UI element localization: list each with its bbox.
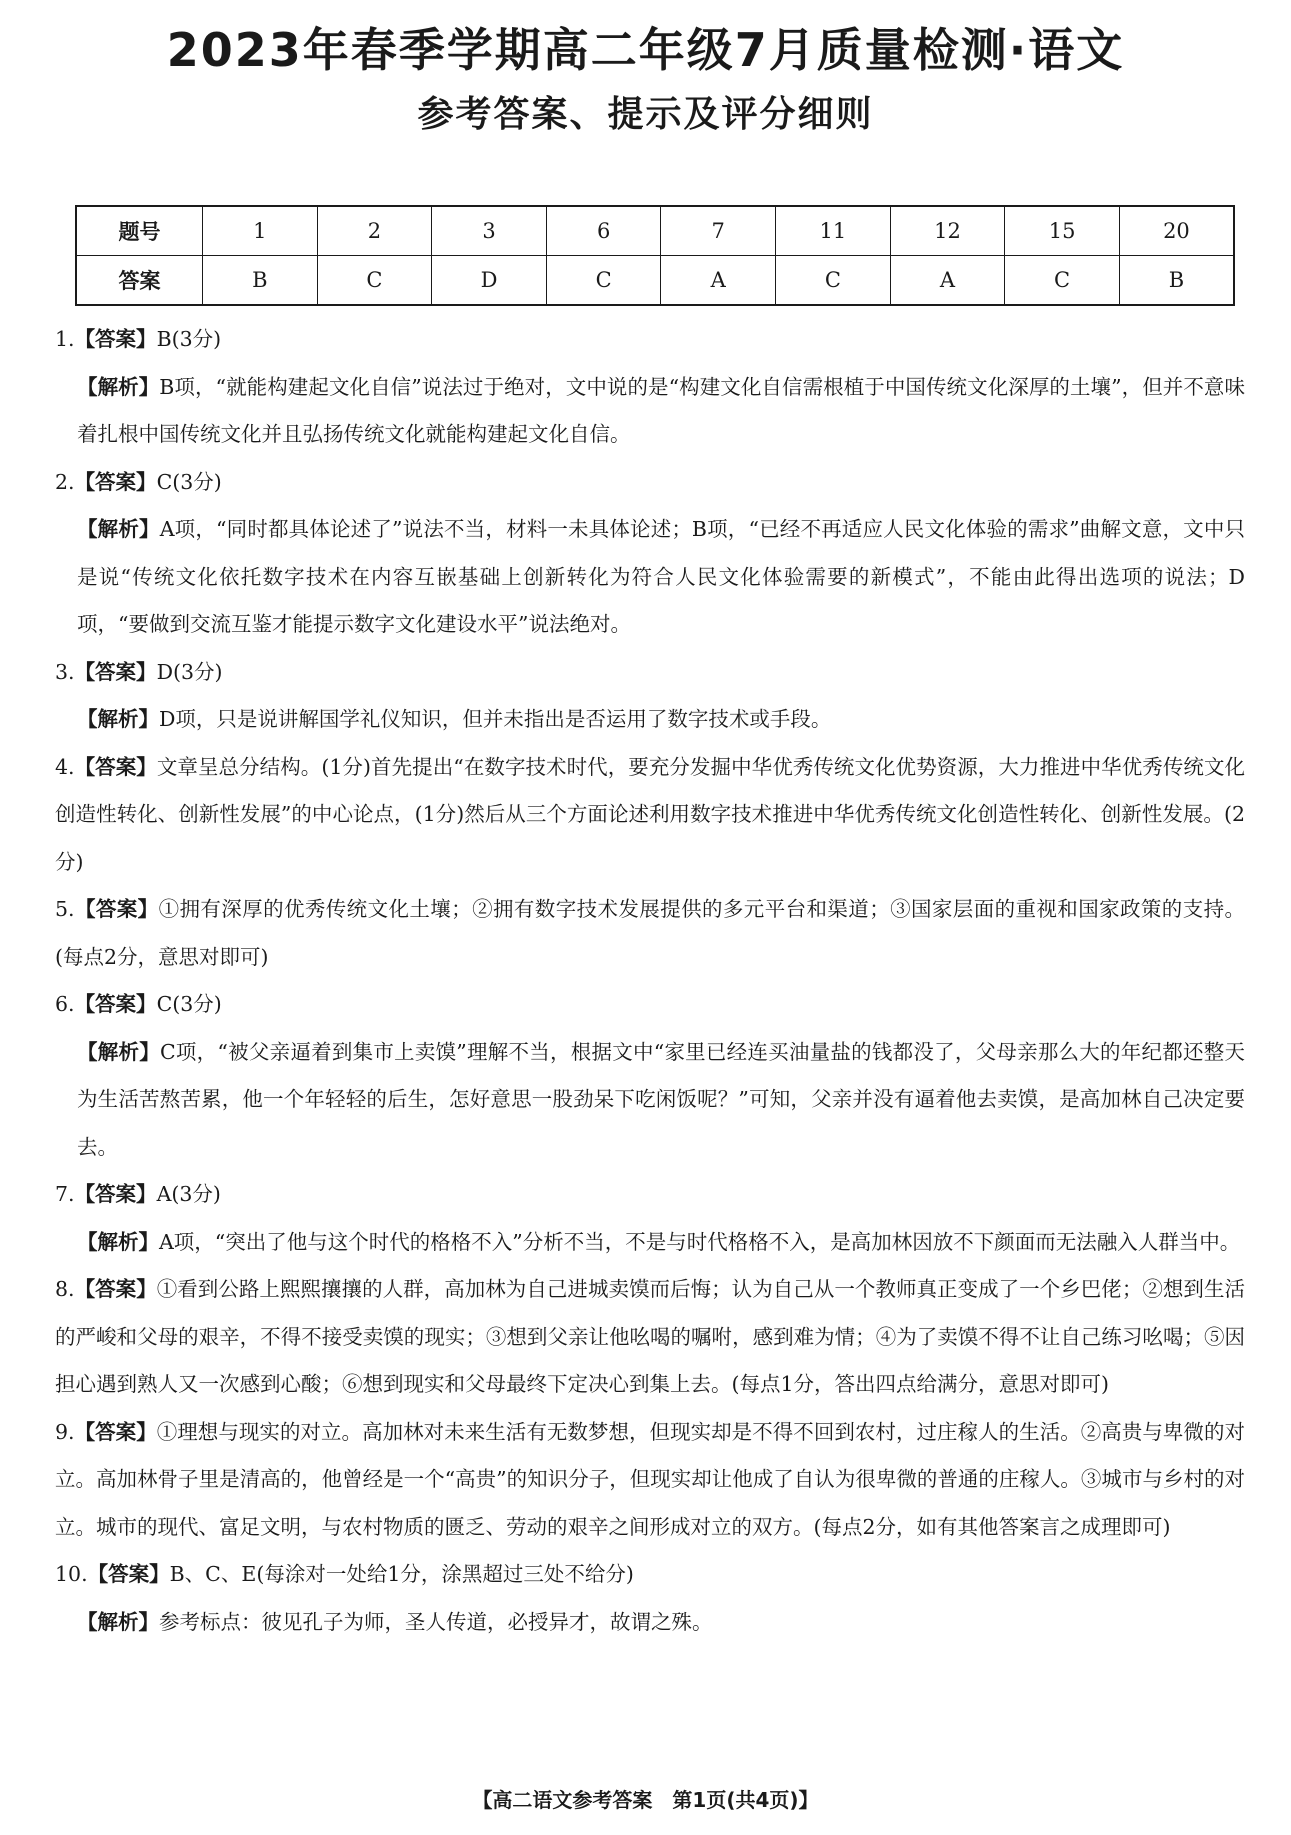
question-number-cell: 15 [1005,206,1120,256]
answer-text: C(3分) [156,992,222,1016]
analysis-tag: 【解析】 [77,707,159,731]
question-number-cell: 6 [546,206,661,256]
answer-tag: 【答案】 [74,1182,157,1206]
answer-tag: 【答案】 [74,469,157,494]
item-number: 6. [55,992,75,1016]
answer-tag: 【答案】 [74,1419,157,1444]
answer-text: B(3分) [156,327,222,351]
answer-text: 文章呈总分结构。(1分)首先提出“在数字技术时代，要充分发掘中华优秀传统文化优势资源，大力推进中华优秀传统文化创造性转化、创新性发展”的中心论点，(1分)然后从三个方面论述利用数字技术推进中华优秀传统文化创造性转化、创新性发展。(2分) [55,754,1246,874]
question-number-cell: 1 [203,206,318,256]
answer-cell: C [776,256,891,306]
analysis-tag: 【解析】 [77,1229,159,1254]
answer-item [55,649,1245,697]
answer-tag: 【答案】 [74,897,159,921]
analysis-text: C项，“被父亲逼着到集市上卖馍”理解不当，根据文中“家里已经连买油量盐的钱都没了，父母亲那么大的年纪都还整天为生活苦熬苦累，他一个年轻轻的后生，怎好意思一股劲呆下吃闲饭呢？”可知，父亲并没有逼着他去卖馍，是高加林自己决定要去。 [77,1039,1246,1159]
answer-text: ①拥有深厚的优秀传统文化土壤；②拥有数字技术发展提供的多元平台和渠道；③国家层面的重视和国家政策的支持。(每点2分，意思对即可) [55,897,1246,969]
item-number: 8. [55,1277,75,1301]
item-number: 2. [55,469,75,494]
question-number-cell: 12 [890,206,1005,256]
analysis-text: D项，只是说讲解国学礼仪知识，但并未指出是否运用了数字技术或手段。 [159,707,832,731]
answer-tag: 【答案】 [74,992,157,1016]
answer-cell: A [890,256,1005,306]
analysis-item [55,696,1245,744]
answer-item [55,1171,1245,1219]
answer-tag: 【答案】 [74,327,157,351]
answer-text: D(3分) [156,659,223,684]
question-number-cell: 11 [776,206,891,256]
question-number-cell: 20 [1119,206,1234,256]
answer-cell: D [432,256,547,306]
analysis-text: B项，“就能构建起文化自信”说法过于绝对，文中说的是“构建文化自信需根植于中国传统文化深厚的土壤”，但并不意味着扎根中国传统文化并且弘扬传统文化就能构建起文化自信。 [77,374,1246,446]
analysis-text: A项，“同时都具体论述了”说法不当，材料一未具体论述；B项，“已经不再适应人民文化体验的需求”曲解文意，文中只是说“传统文化依托数字技术在内容互嵌基础上创新转化为符合人民文化体验需要的新模式”，不能由此得出选项的说法；D项，“要做到交流互鉴才能提示数字文化建设水平”说法绝对。 [77,517,1245,636]
answer-table-answer-row [76,256,1234,306]
answer-tag: 【答案】 [74,1277,157,1301]
question-number-cell: 7 [661,206,776,256]
answer-table-number-row [76,206,1234,256]
answer-item [55,744,1245,887]
analysis-tag: 【解析】 [77,1039,160,1064]
answer-text: C(3分) [156,469,222,494]
analysis-item [55,506,1245,649]
answer-item [55,1409,1245,1552]
item-number: 9. [55,1419,75,1444]
answer-cell: C [546,256,661,306]
analysis-item [55,364,1245,459]
item-number: 1. [55,327,75,351]
answer-tag: 【答案】 [87,1562,170,1586]
analysis-tag: 【解析】 [77,1609,159,1634]
answer-cell: B [203,256,318,306]
row-label-question-number: 题号 [76,206,203,256]
analysis-text: 参考标点：彼见孔子为师，圣人传道，必授异才，故谓之殊。 [159,1609,713,1634]
answer-item [55,1266,1245,1409]
answer-text: ①理想与现实的对立。高加林对未来生活有无数梦想，但现实却是不得不回到农村，过庄稼人的生活。②高贵与卑微的对立。高加林骨子里是清高的，他曾经是一个“高贵”的知识分子，但现实却让他成了自认为很卑微的普通的庄稼人。③城市与乡村的对立。城市的现代、富足文明，与农村物质的匮乏、劳动的艰辛之间形成对立的双方。(每点2分，如有其他答案言之成理即可) [55,1419,1245,1539]
answer-item [55,316,1245,364]
analysis-item [55,1029,1245,1172]
answer-item [55,1551,1245,1599]
analysis-item [55,1219,1245,1267]
answer-tag: 【答案】 [74,659,157,684]
page-footer: 【高二语文参考答案 第1页(共4页)】 [472,1788,819,1812]
answer-list [55,316,1245,1646]
answer-cell: A [661,256,776,306]
analysis-text: A项，“突出了他与这个时代的格格不入”分析不当，不是与时代格格不入，是高加林因放不下颜面而无法融入人群当中。 [159,1229,1241,1254]
item-number: 10. [55,1562,88,1586]
answer-text: A(3分) [156,1182,221,1206]
answer-item [55,459,1245,507]
analysis-tag: 【解析】 [77,517,160,541]
question-number-cell: 3 [432,206,547,256]
answer-cell: B [1119,256,1234,306]
analysis-item [55,1599,1245,1647]
answer-item [55,886,1245,981]
answer-tag: 【答案】 [74,754,157,779]
item-number: 7. [55,1182,75,1206]
page-subtitle: 参考答案、提示及评分细则 [417,94,874,135]
page-title: 2023年春季学期高二年级7月质量检测·语文 [166,23,1125,77]
analysis-tag: 【解析】 [77,374,160,399]
item-number: 4. [55,754,75,779]
answer-table [75,205,1235,306]
answer-text: ①看到公路上熙熙攘攘的人群，高加林为自己进城卖馍而后悔；认为自己从一个教师真正变成了一个乡巴佬；②想到生活的严峻和父母的艰辛，不得不接受卖馍的现实；③想到父亲让他吆喝的嘱咐，感到难为情；④为了卖馍不得不让自己练习吆喝；⑤因担心遇到熟人又一次感到心酸；⑥想到现实和父母最终下定决心到集上去。(每点1分，答出四点给满分，意思对即可) [55,1277,1245,1396]
row-label-answer: 答案 [76,256,203,306]
item-number: 3. [55,659,75,684]
answer-text: B、C、E(每涂对一处给1分，涂黑超过三处不给分) [169,1562,634,1586]
answer-item [55,981,1245,1029]
answer-cell: C [1005,256,1120,306]
answer-cell: C [317,256,432,306]
question-number-cell: 2 [317,206,432,256]
item-number: 5. [55,897,75,921]
